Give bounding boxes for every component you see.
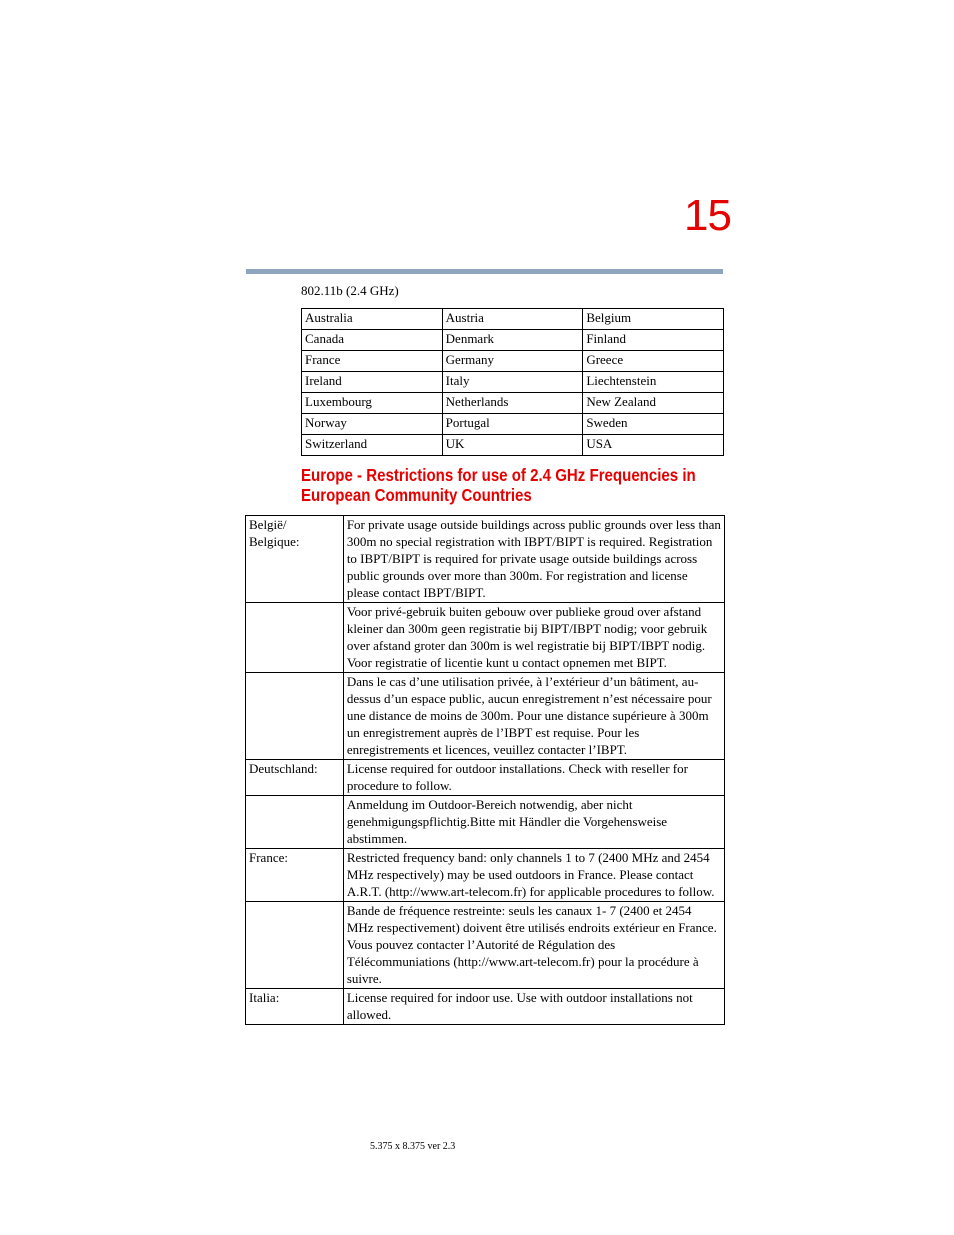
country-cell: Switzerland <box>302 435 443 456</box>
country-row <box>302 435 724 456</box>
country-cell: Norway <box>302 414 443 435</box>
restriction-text: Anmeldung im Outdoor-Bereich notwendig, aber nicht genehmigungspflichtig.Bitte mit Händler die Vorgehensweise abstimmen. <box>343 796 724 849</box>
country-cell: Germany <box>442 351 583 372</box>
restriction-country-line: Deutschland: <box>249 761 318 776</box>
country-cell: Portugal <box>442 414 583 435</box>
country-cell: USA <box>583 435 724 456</box>
country-cell: Australia <box>302 309 443 330</box>
restriction-country <box>246 989 344 1025</box>
restriction-row <box>246 603 725 673</box>
country-cell: Denmark <box>442 330 583 351</box>
country-cell: Finland <box>583 330 724 351</box>
restriction-country <box>246 796 344 849</box>
restriction-country <box>246 902 344 989</box>
restriction-row <box>246 849 725 902</box>
restriction-text: License required for indoor use. Use with outdoor installations not allowed. <box>343 989 724 1025</box>
restriction-row <box>246 796 725 849</box>
country-cell: UK <box>442 435 583 456</box>
restriction-row <box>246 989 725 1025</box>
country-cell: Luxembourg <box>302 393 443 414</box>
country-cell: Italy <box>442 372 583 393</box>
country-cell: France <box>302 351 443 372</box>
header-rule <box>246 269 723 274</box>
restrictions-table-body <box>246 516 725 1025</box>
country-row <box>302 393 724 414</box>
country-row <box>302 351 724 372</box>
country-cell: Netherlands <box>442 393 583 414</box>
country-row <box>302 414 724 435</box>
restriction-row <box>246 902 725 989</box>
restriction-row <box>246 516 725 603</box>
country-cell: Liechtenstein <box>583 372 724 393</box>
country-cell: Greece <box>583 351 724 372</box>
restriction-country-line: Italia: <box>249 990 280 1005</box>
band-label: 802.11b (2.4 GHz) <box>301 283 399 298</box>
restriction-country-line: België/ <box>249 517 287 532</box>
page-number: 15 <box>684 191 731 240</box>
restriction-text: Dans le cas d’une utilisation privée, à l’extérieur d’un bâtiment, au-dessus d’un espace public, aucun enregistrement n’est nécessaire pour une distance de moins de 300m. Pour une distance supérieure à 300m un enregistrement auprès de l’IBPT est requise. Pour les enregistrements et licences, veuillez contacter l’IBPT. <box>343 673 724 760</box>
restriction-row <box>246 760 725 796</box>
country-row <box>302 309 724 330</box>
restriction-country-line: France: <box>249 850 288 865</box>
section-heading-line-1: Europe - Restrictions for use of 2.4 GHz Frequencies in <box>301 465 696 485</box>
country-row <box>302 372 724 393</box>
country-cell: Canada <box>302 330 443 351</box>
country-cell: Belgium <box>583 309 724 330</box>
restriction-text: For private usage outside buildings across public grounds over less than 300m no special registration with IBPT/BIPT is required. Registration to IBPT/BIPT is required for private usage outside buildings across public grounds over more than 300m. For registration and license please contact IBPT/BIPT. <box>343 516 724 603</box>
restriction-text: Restricted frequency band: only channels 1 to 7 (2400 MHz and 2454 MHz respectively) may be used outdoors in France. Please contact A.R.T. (http://www.art-telecom.fr) for applicable procedures to follow. <box>343 849 724 902</box>
country-cell: Austria <box>442 309 583 330</box>
country-table <box>301 308 724 456</box>
restriction-country <box>246 849 344 902</box>
country-table-body <box>302 309 724 456</box>
country-cell: Ireland <box>302 372 443 393</box>
country-cell: New Zealand <box>583 393 724 414</box>
restriction-country-line: Belgique: <box>249 534 300 549</box>
country-cell: Sweden <box>583 414 724 435</box>
restriction-country <box>246 760 344 796</box>
section-heading-line-2: European Community Countries <box>301 485 532 505</box>
restriction-country <box>246 516 344 603</box>
restriction-row <box>246 673 725 760</box>
page-footer: 5.375 x 8.375 ver 2.3 <box>370 1141 456 1152</box>
restriction-text: Voor privé-gebruik buiten gebouw over publieke groud over afstand kleiner dan 300m geen registratie bij BIPT/IBPT nodig; voor gebruik over afstand groter dan 300m is wel registratie bij BIPT/IBPT nodig. Voor registratie of licentie kunt u contact opnemen met BIPT. <box>343 603 724 673</box>
restriction-text: Bande de fréquence restreinte: seuls les canaux 1- 7 (2400 et 2454 MHz respectivement) doivent être utilisés endroits extérieur en France. Vous pouvez contacter l’Autorité de Régulation des Télécommuniations (http://www.art-telecom.fr) pour la procédure à suivre. <box>343 902 724 989</box>
section-heading <box>301 465 696 505</box>
restriction-country <box>246 603 344 673</box>
country-row <box>302 330 724 351</box>
restriction-country <box>246 673 344 760</box>
restrictions-table <box>245 515 725 1025</box>
restriction-text: License required for outdoor installations. Check with reseller for procedure to follow. <box>343 760 724 796</box>
